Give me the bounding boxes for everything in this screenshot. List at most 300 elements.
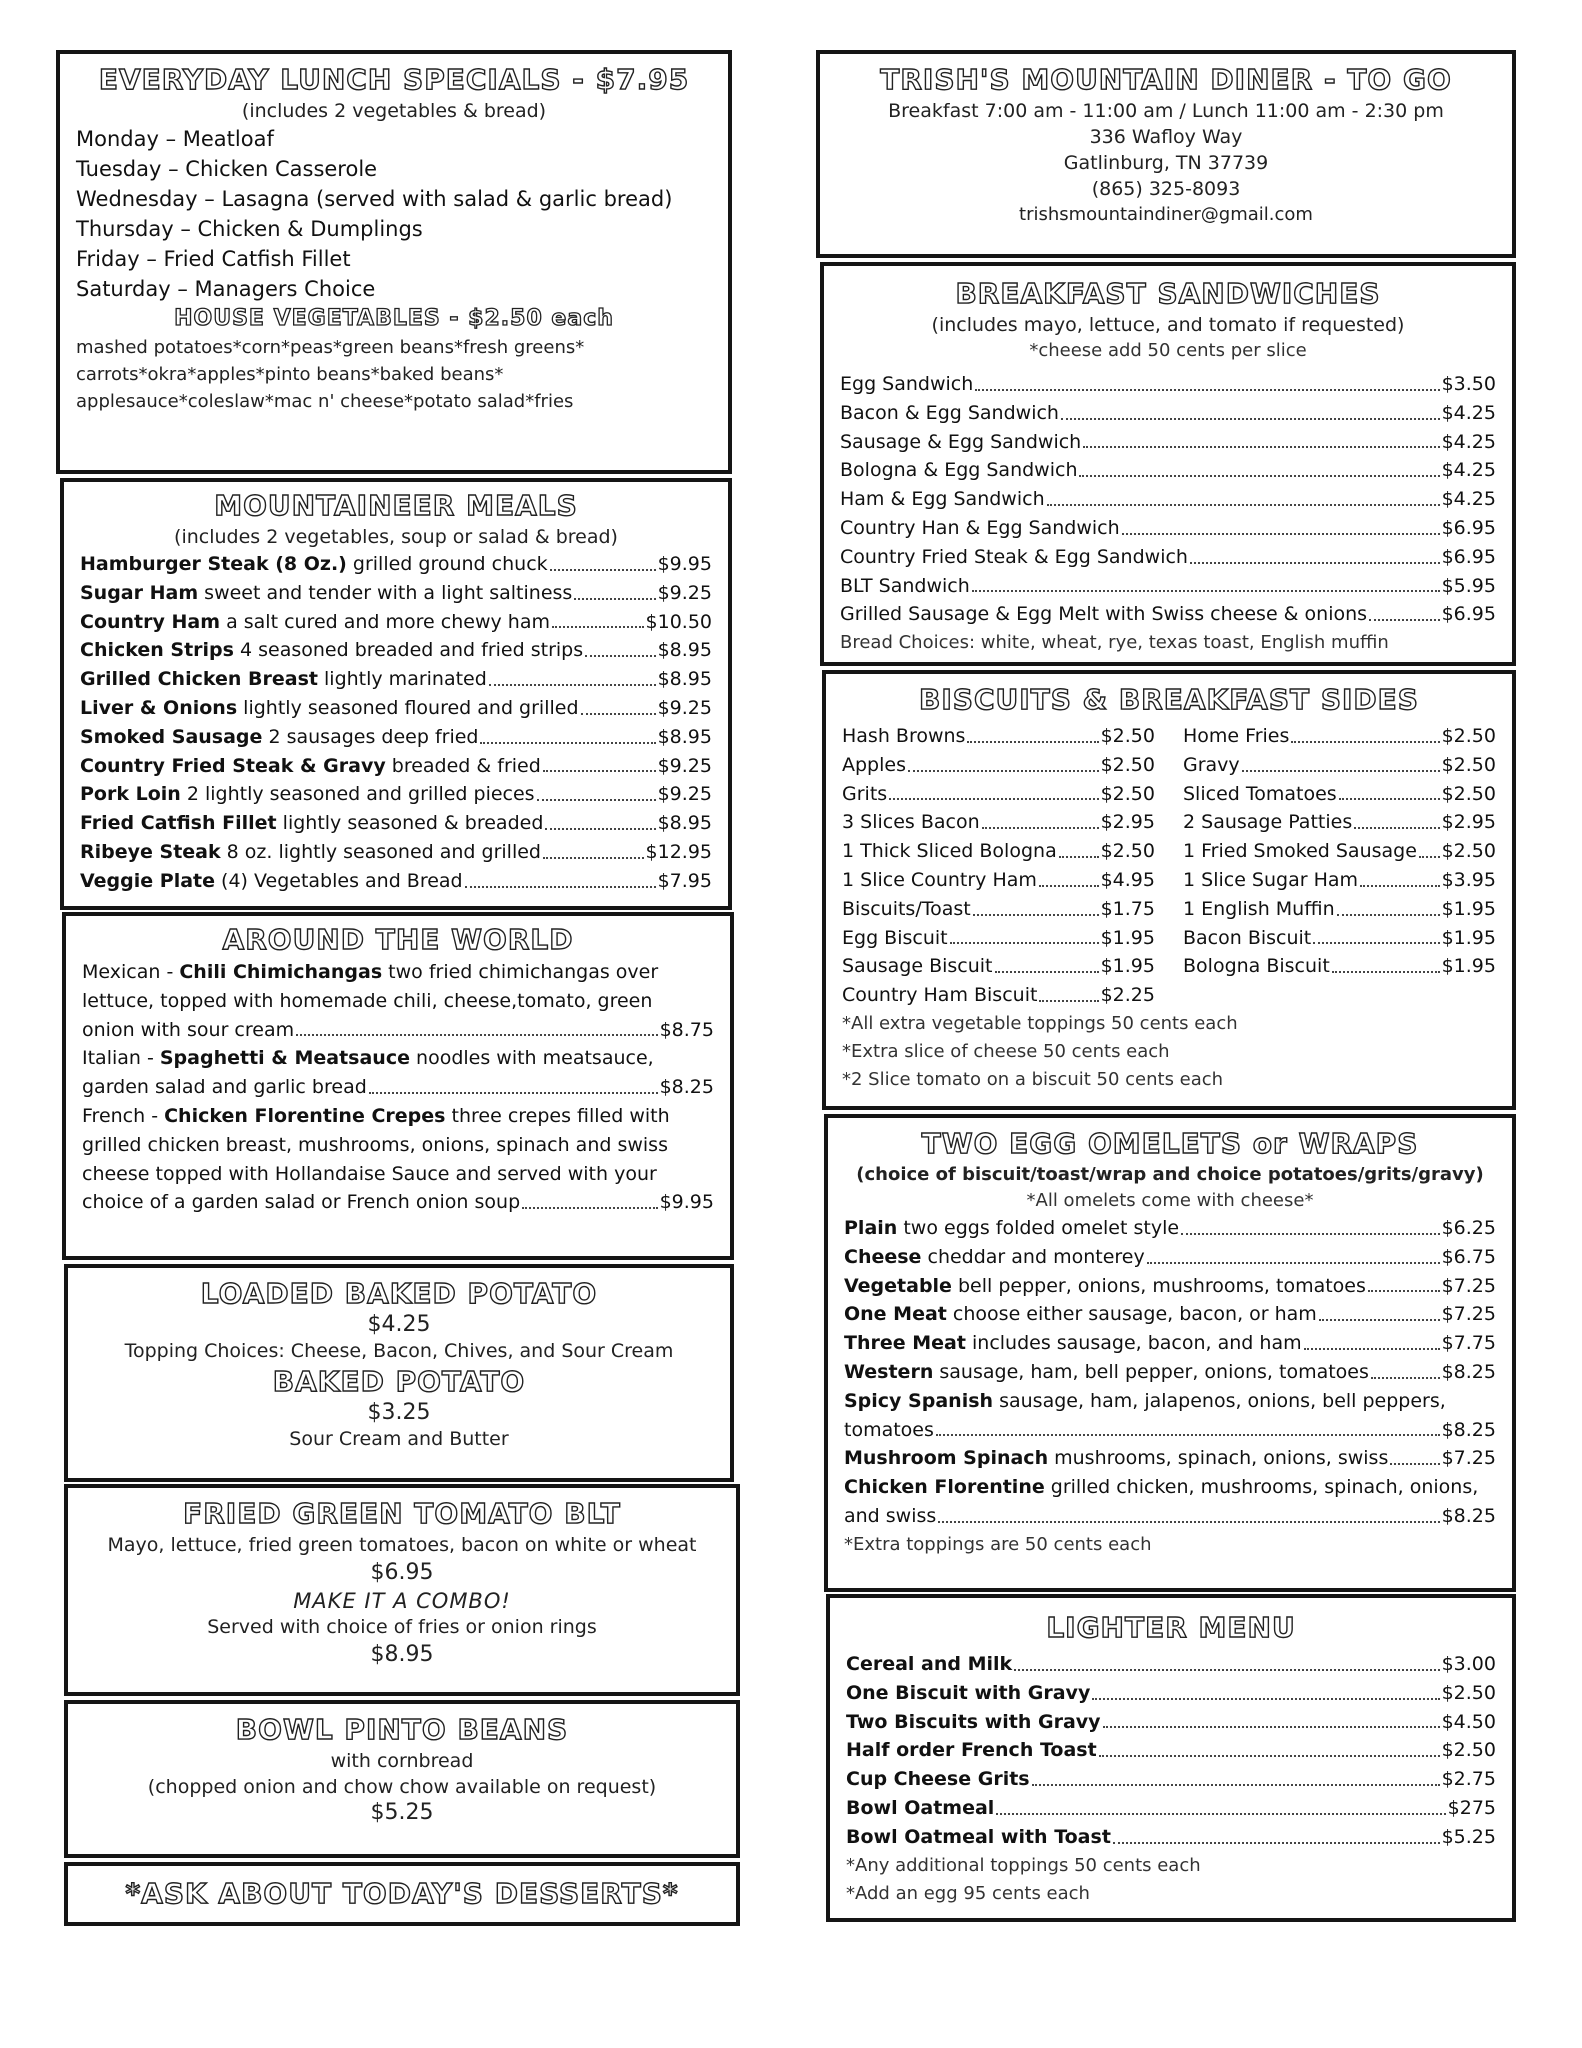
baked-potato-desc: Sour Cream and Butter <box>289 1428 509 1450</box>
lunch-day: Saturday <box>76 277 171 301</box>
mountaineer-item-row <box>80 867 712 896</box>
item-name: Ribeye Steak <box>80 840 221 863</box>
omelet-item-mushroom-spinach <box>844 1444 1496 1473</box>
item-desc: lightly seasoned floured and grilled <box>237 696 579 719</box>
item-price: $4.95 <box>1100 868 1155 891</box>
item-desc: (4) Vegetables and Bread <box>215 869 463 892</box>
sandwich-item-row <box>840 572 1496 601</box>
item-desc: 4 seasoned breaded and fried strips <box>233 639 584 662</box>
item-price: $2.95 <box>1441 811 1496 834</box>
omelet-item-row <box>844 1300 1496 1329</box>
mountaineer-item-row <box>80 809 712 838</box>
item-price: $9.25 <box>657 783 712 806</box>
world-item-last-row <box>82 1016 714 1045</box>
item-name: Country Ham <box>80 610 221 633</box>
world-item-name: Spaghetti & Meatsauce <box>159 1047 410 1070</box>
item-price: $7.75 <box>1441 1332 1496 1355</box>
item-name: Sausage & Egg Sandwich <box>840 430 1082 453</box>
item-price: $8.95 <box>657 668 712 691</box>
omelet-item-spicy-spanish <box>844 1387 1496 1416</box>
item-name: 1 Fried Smoked Sausage <box>1183 840 1417 863</box>
item-name: onion with sour cream <box>82 1018 295 1041</box>
sides-note-1: *All extra vegetable toppings 50 cents each <box>842 1012 1238 1034</box>
omelets-title: TWO EGG OMELETS or WRAPS <box>921 1127 1419 1160</box>
item-price: $2.50 <box>1441 840 1496 863</box>
mountaineer-item-row <box>80 694 712 723</box>
mountaineer-item-row <box>80 636 712 665</box>
omelet-item-row <box>844 1272 1496 1301</box>
around-world-box <box>62 912 734 1260</box>
item-name: 1 Slice Sugar Ham <box>1183 868 1359 891</box>
sandwich-item-row <box>840 543 1496 572</box>
side-item-row <box>1183 895 1496 924</box>
item-price: $2.50 <box>1441 1739 1496 1762</box>
world-item-last-row <box>82 1073 714 1102</box>
lunch-day: Thursday <box>76 217 174 241</box>
item-name: Ham & Egg Sandwich <box>840 488 1045 511</box>
item-price: $2.95 <box>1100 811 1155 834</box>
item-price: $8.25 <box>1441 1360 1496 1383</box>
item-desc: bell pepper, onions, mushrooms, tomatoes <box>951 1274 1366 1297</box>
sandwich-item-row <box>840 428 1496 457</box>
omelet-item-row <box>844 1214 1496 1243</box>
side-item-row <box>842 837 1155 866</box>
omelet-florentine-price: $8.25 <box>1441 1504 1496 1527</box>
sides-right-column <box>1183 722 1496 1010</box>
world-item-name: Chicken Florentine Crepes <box>164 1104 446 1127</box>
breakfast-sides-box <box>822 670 1516 1110</box>
breakfast-sandwiches-title: BREAKFAST SANDWICHES <box>955 277 1381 310</box>
side-item-row <box>1183 780 1496 809</box>
lighter-items-list <box>846 1650 1496 1852</box>
desserts-box <box>64 1862 740 1926</box>
loaded-potato-price: $4.25 <box>367 1312 431 1337</box>
mountaineer-item-row <box>80 665 712 694</box>
item-desc: grilled ground chuck <box>346 553 548 575</box>
item-desc: a salt cured and more chewy ham <box>220 610 550 633</box>
item-price: $1.95 <box>1441 955 1496 978</box>
item-price: $2.75 <box>1441 1768 1496 1791</box>
item-price: $3.95 <box>1441 868 1496 891</box>
item-price: $8.25 <box>659 1076 714 1099</box>
breakfast-sides-title: BISCUITS & BREAKFAST SIDES <box>919 683 1419 716</box>
item-name: Chicken Strips <box>80 639 234 662</box>
item-desc: sweet and tender with a light saltiness <box>198 581 573 604</box>
omelet-florentine-name: Chicken Florentine <box>844 1476 1045 1499</box>
mountaineer-item-row <box>80 579 712 608</box>
diner-header-box <box>816 50 1516 258</box>
lunch-day-row: Monday – Meatloaf <box>76 127 274 151</box>
item-name: Country Fried Steak & Gravy <box>80 754 386 777</box>
side-item-row <box>842 924 1155 953</box>
world-item-first-line <box>82 1044 714 1073</box>
item-desc: 8 oz. lightly seasoned and grilled <box>220 840 541 863</box>
omelet-spicy-last-row <box>844 1416 1496 1445</box>
item-price: $5.95 <box>1441 574 1496 597</box>
item-price: $4.25 <box>1441 488 1496 511</box>
lighter-item-row <box>846 1794 1496 1823</box>
item-name: Biscuits/Toast <box>842 897 971 920</box>
mountaineer-meals-title: MOUNTAINEER MEALS <box>214 489 578 522</box>
lunch-dish: Chicken Casserole <box>185 157 378 181</box>
item-name: Grits <box>842 782 888 805</box>
combo-price: $8.95 <box>370 1642 434 1667</box>
lighter-item-row <box>846 1823 1496 1852</box>
item-name: Country Fried Steak & Egg Sandwich <box>840 545 1188 568</box>
item-name: Three Meat <box>844 1332 966 1355</box>
item-name: choice of a garden salad or French onion soup <box>82 1191 521 1214</box>
breakfast-sides-columns <box>842 722 1496 1010</box>
side-item-row <box>842 751 1155 780</box>
blt-desc: Mayo, lettuce, fried green tomatoes, bacon on white or wheat <box>107 1534 697 1556</box>
item-name: Cereal and Milk <box>846 1653 1013 1675</box>
pinto-beans-line-2: (chopped onion and chow chow available on request) <box>147 1776 657 1798</box>
item-price: $3.50 <box>1441 373 1496 395</box>
omelets-box <box>824 1114 1516 1592</box>
baked-potato-price: $3.25 <box>367 1400 431 1425</box>
world-item-line: cheese topped with Hollandaise Sauce and served with your <box>82 1162 657 1185</box>
item-price: $1.95 <box>1441 926 1496 949</box>
item-price: $12.95 <box>645 840 712 863</box>
potato-box <box>64 1264 734 1482</box>
side-item-row <box>1183 924 1496 953</box>
item-name: Sugar Ham <box>80 581 199 604</box>
sandwich-item-row <box>840 399 1496 428</box>
item-name: Bologna Biscuit <box>1183 955 1330 978</box>
bread-choices: Bread Choices: white, wheat, rye, texas toast, English muffin <box>840 632 1389 654</box>
omelet-spicy-price: $8.25 <box>1441 1418 1496 1441</box>
loaded-potato-toppings: Topping Choices: Cheese, Bacon, Chives, and Sour Cream <box>124 1340 674 1362</box>
item-price: $4.25 <box>1441 459 1496 482</box>
world-item-desc: noodles with meatsauce, <box>409 1047 654 1070</box>
sandwich-items-list <box>840 370 1496 629</box>
omelet-spicy-desc: sausage, ham, jalapenos, onions, bell peppers, <box>993 1389 1446 1412</box>
item-name: Vegetable <box>844 1274 952 1297</box>
diner-email: trishsmountaindiner@gmail.com <box>1019 204 1313 225</box>
item-price: $2.50 <box>1441 753 1496 776</box>
lunch-day-row: Friday – Fried Catfish Fillet <box>76 247 351 271</box>
omelet-florentine-last: and swiss <box>844 1504 937 1527</box>
lighter-item-row <box>846 1650 1496 1679</box>
omelet-mushroom-name: Mushroom Spinach <box>844 1447 1049 1470</box>
combo-title: MAKE IT A COMBO! <box>293 1589 511 1613</box>
item-price: $2.50 <box>1100 782 1155 805</box>
omelet-spicy-name: Spicy Spanish <box>844 1389 994 1412</box>
lunch-dish: Fried Catfish Fillet <box>163 247 351 271</box>
lunch-day: Wednesday <box>76 187 198 211</box>
sandwich-item-row <box>840 485 1496 514</box>
world-item-last-row <box>82 1188 714 1217</box>
item-name: One Biscuit with Gravy <box>846 1681 1091 1704</box>
combo-desc: Served with choice of fries or onion rings <box>207 1616 597 1638</box>
lunch-day-row: Tuesday – Chicken Casserole <box>76 157 378 181</box>
item-price: $6.75 <box>1441 1245 1496 1268</box>
house-vegetables-line-2: carrots*okra*apples*pinto beans*baked beans* <box>76 364 504 385</box>
item-name: Grilled Chicken Breast <box>80 668 318 691</box>
item-price: $2.50 <box>1100 840 1155 863</box>
item-price: $9.95 <box>657 553 712 575</box>
item-desc: choose either sausage, bacon, or ham <box>946 1303 1317 1326</box>
lunch-day-row: Saturday – Managers Choice <box>76 277 376 301</box>
item-price: $2.50 <box>1441 782 1496 805</box>
mountaineer-items-list <box>80 550 712 896</box>
item-desc: 2 lightly seasoned and grilled pieces <box>180 783 535 806</box>
diner-city: Gatlinburg, TN 37739 <box>1063 152 1269 174</box>
item-name: Fried Catfish Fillet <box>80 812 277 835</box>
lighter-menu-box <box>826 1594 1516 1922</box>
diner-title: TRISH'S MOUNTAIN DINER - TO GO <box>880 63 1452 96</box>
item-name: Bowl Oatmeal <box>846 1796 995 1819</box>
item-desc: lightly seasoned & breaded <box>276 812 544 835</box>
item-name: Country Ham Biscuit <box>842 984 1038 1007</box>
side-item-row <box>1183 808 1496 837</box>
item-price: $4.50 <box>1441 1710 1496 1733</box>
pinto-beans-price: $5.25 <box>370 1800 434 1825</box>
blt-price: $6.95 <box>370 1560 434 1585</box>
lighter-menu-title: LIGHTER MENU <box>1046 1611 1296 1644</box>
item-name: Bowl Oatmeal with Toast <box>846 1825 1111 1848</box>
omelet-florentine-last-row <box>844 1502 1496 1531</box>
world-item-origin: Mexican - <box>82 961 180 983</box>
omelet-item-row <box>844 1358 1496 1387</box>
item-name: 1 Thick Sliced Bologna <box>842 840 1057 863</box>
item-price: $6.95 <box>1441 603 1496 626</box>
lighter-note-1: *Any additional toppings 50 cents each <box>846 1854 1201 1876</box>
mountaineer-item-row <box>80 752 712 781</box>
side-item-row <box>1183 722 1496 751</box>
item-price: $9.25 <box>657 581 712 604</box>
item-name: Western <box>844 1360 934 1383</box>
item-name: Sausage Biscuit <box>842 955 993 978</box>
item-price: $8.95 <box>657 639 712 662</box>
breakfast-sandwiches-box <box>820 262 1516 666</box>
item-price: $7.25 <box>1441 1303 1496 1326</box>
omelets-note: *All omelets come with cheese* <box>1026 1190 1314 1211</box>
omelet-spicy-last: tomatoes <box>844 1418 934 1441</box>
world-item-desc: three crepes filled with <box>445 1104 670 1127</box>
house-vegetables-line-1: mashed potatoes*corn*peas*green beans*fresh greens* <box>76 337 585 358</box>
item-name: Apples <box>842 753 906 776</box>
house-vegetables-line-3: applesauce*coleslaw*mac n' cheese*potato salad*fries <box>76 391 574 412</box>
side-item-row <box>1183 866 1496 895</box>
item-name: BLT Sandwich <box>840 574 970 597</box>
lighter-item-row <box>846 1708 1496 1737</box>
item-name: garden salad and garlic bread <box>82 1076 367 1099</box>
lunch-day-row: Thursday – Chicken & Dumplings <box>76 217 423 241</box>
world-item-origin: French - <box>82 1104 165 1127</box>
item-price: $7.25 <box>1441 1274 1496 1297</box>
side-item-row <box>842 981 1155 1010</box>
mountaineer-item-row <box>80 780 712 809</box>
mountaineer-item-row <box>80 550 712 579</box>
sides-left-column <box>842 722 1155 1010</box>
item-price: $2.50 <box>1441 1681 1496 1704</box>
omelet-florentine-desc: grilled chicken, mushrooms, spinach, onions, <box>1044 1476 1479 1499</box>
blt-box <box>64 1484 740 1696</box>
item-name: Half order French Toast <box>846 1739 1097 1762</box>
item-price: $8.95 <box>657 725 712 748</box>
item-price: $9.25 <box>657 754 712 777</box>
omelets-subtitle: (choice of biscuit/toast/wrap and choice potatoes/grits/gravy) <box>856 1164 1484 1185</box>
lunch-days-list <box>76 124 712 304</box>
loaded-potato-title: LOADED BAKED POTATO <box>200 1277 598 1310</box>
sandwich-item-row <box>840 600 1496 629</box>
item-name: 1 English Muffin <box>1183 897 1335 920</box>
lighter-item-row <box>846 1679 1496 1708</box>
sides-note-2: *Extra slice of cheese 50 cents each <box>842 1040 1170 1062</box>
item-price: $9.25 <box>657 696 712 719</box>
omelet-item-row <box>844 1243 1496 1272</box>
item-price: $1.95 <box>1100 926 1155 949</box>
pinto-beans-line-1: with cornbread <box>330 1750 474 1772</box>
item-name: Cup Cheese Grits <box>846 1768 1030 1791</box>
item-name: Home Fries <box>1183 725 1290 747</box>
item-name: 1 Slice Country Ham <box>842 868 1037 891</box>
baked-potato-title: BAKED POTATO <box>272 1365 526 1398</box>
item-price: $9.95 <box>659 1191 714 1214</box>
item-name: Sliced Tomatoes <box>1183 782 1337 805</box>
side-item-row <box>842 780 1155 809</box>
sides-note-3: *2 Slice tomato on a biscuit 50 cents each <box>842 1068 1224 1090</box>
pinto-beans-box <box>64 1700 740 1858</box>
item-price: $2.25 <box>1100 984 1155 1007</box>
lunch-day: Friday <box>76 247 140 271</box>
item-desc: 2 sausages deep fried <box>262 725 479 748</box>
omelet-item-chicken-florentine <box>844 1473 1496 1502</box>
world-item-origin: Italian - <box>82 1047 160 1070</box>
lunch-day: Monday <box>76 127 159 151</box>
world-item-line: lettuce, topped with homemade chili, cheese,tomato, green <box>82 989 653 1012</box>
item-price: $2.50 <box>1441 725 1496 747</box>
item-name: 2 Sausage Patties <box>1183 811 1353 834</box>
lunch-specials-title: EVERYDAY LUNCH SPECIALS - $7.95 <box>98 63 690 96</box>
omelet-mushroom-desc: mushrooms, spinach, onions, swiss <box>1048 1447 1389 1470</box>
item-name: Bacon Biscuit <box>1183 926 1312 949</box>
lunch-dish: Chicken & Dumplings <box>197 217 423 241</box>
item-name: Gravy <box>1183 753 1240 776</box>
item-name: Egg Biscuit <box>842 926 948 949</box>
item-name: One Meat <box>844 1303 947 1326</box>
lighter-item-row <box>846 1765 1496 1794</box>
world-item-desc: two fried chimichangas over <box>382 961 659 983</box>
side-item-row <box>1183 751 1496 780</box>
item-price: $7.95 <box>657 869 712 892</box>
blt-title: FRIED GREEN TOMATO BLT <box>183 1497 621 1530</box>
item-name: Bologna & Egg Sandwich <box>840 459 1078 482</box>
item-desc: two eggs folded omelet style <box>897 1217 1180 1239</box>
item-name: Veggie Plate <box>80 869 215 892</box>
mountaineer-item-row <box>80 723 712 752</box>
item-price: $3.00 <box>1441 1653 1496 1675</box>
lunch-dish: Meatloaf <box>182 127 274 151</box>
lunch-day-row: Wednesday – Lasagna (served with salad & garlic bread) <box>76 187 673 211</box>
lunch-dish: Managers Choice <box>194 277 376 301</box>
item-name: Two Biscuits with Gravy <box>846 1710 1101 1733</box>
item-price: $6.95 <box>1441 545 1496 568</box>
diner-phone: (865) 325-8093 <box>1091 178 1241 200</box>
mountaineer-meals-subtitle: (includes 2 vegetables, soup or salad & bread) <box>174 526 618 548</box>
diner-hours: Breakfast 7:00 am - 11:00 am / Lunch 11:00 am - 2:30 pm <box>888 100 1444 122</box>
item-price: $5.25 <box>1441 1825 1496 1848</box>
item-name: Egg Sandwich <box>840 373 974 395</box>
item-price: $6.25 <box>1441 1217 1496 1239</box>
breakfast-sandwiches-subtitle: (includes mayo, lettuce, and tomato if requested) <box>931 314 1405 336</box>
item-name: Cheese <box>844 1245 922 1268</box>
item-name: Grilled Sausage & Egg Melt with Swiss cheese & onions <box>840 603 1368 626</box>
item-price: $8.95 <box>657 812 712 835</box>
item-name: Liver & Onions <box>80 696 238 719</box>
side-item-row <box>1183 952 1496 981</box>
lunch-specials-box <box>56 50 732 474</box>
sandwich-item-row <box>840 456 1496 485</box>
item-price: $6.95 <box>1441 516 1496 539</box>
pinto-beans-title: BOWL PINTO BEANS <box>235 1713 569 1746</box>
world-item-first-line <box>82 1102 714 1131</box>
mountaineer-meals-box <box>60 478 732 910</box>
item-desc: cheddar and monterey <box>921 1245 1145 1268</box>
item-price: $4.25 <box>1441 401 1496 424</box>
world-items-list <box>82 958 714 1217</box>
omelet-item-row <box>844 1329 1496 1358</box>
item-desc: includes sausage, bacon, and ham <box>965 1332 1302 1355</box>
item-name: Pork Loin <box>80 783 181 806</box>
item-desc: sausage, ham, bell pepper, onions, tomatoes <box>933 1360 1369 1383</box>
item-desc: lightly marinated <box>317 668 487 691</box>
sandwich-item-row <box>840 514 1496 543</box>
world-item-line: grilled chicken breast, mushrooms, onions, spinach and swiss <box>82 1133 668 1156</box>
diner-street: 336 Wafloy Way <box>1089 126 1243 148</box>
desserts-text: *ASK ABOUT TODAY'S DESSERTS* <box>125 1877 679 1910</box>
mountaineer-item-row <box>80 838 712 867</box>
item-price: $275 <box>1447 1796 1496 1819</box>
item-name: Smoked Sausage <box>80 725 263 748</box>
side-item-row <box>842 866 1155 895</box>
item-price: $1.75 <box>1100 897 1155 920</box>
house-vegetables-title: HOUSE VEGETABLES - $2.50 each <box>174 306 614 331</box>
breakfast-sandwiches-note: *cheese add 50 cents per slice <box>1029 340 1307 361</box>
item-price: $2.50 <box>1100 725 1155 747</box>
item-price: $8.75 <box>659 1018 714 1041</box>
item-price: $1.95 <box>1441 897 1496 920</box>
item-desc: breaded & fried <box>385 754 541 777</box>
side-item-row <box>842 722 1155 751</box>
side-item-row <box>842 952 1155 981</box>
omelet-items-list <box>844 1214 1496 1387</box>
lunch-specials-subtitle: (includes 2 vegetables & bread) <box>241 100 547 122</box>
item-price: $4.25 <box>1441 430 1496 453</box>
world-item-first-line <box>82 958 714 987</box>
item-name: Hash Browns <box>842 725 966 747</box>
world-item-name: Chili Chimichangas <box>179 961 383 983</box>
item-name: Plain <box>844 1217 898 1239</box>
omelet-mushroom-price: $7.25 <box>1441 1447 1496 1470</box>
around-world-title: AROUND THE WORLD <box>222 923 574 956</box>
item-price: $1.95 <box>1100 955 1155 978</box>
lighter-note-2: *Add an egg 95 cents each <box>846 1882 1090 1904</box>
item-price: $10.50 <box>645 610 712 633</box>
side-item-row <box>1183 837 1496 866</box>
mountaineer-item-row <box>80 608 712 637</box>
lunch-day: Tuesday <box>76 157 162 181</box>
item-name: Country Han & Egg Sandwich <box>840 516 1120 539</box>
side-item-row <box>842 808 1155 837</box>
sandwich-item-row <box>840 370 1496 399</box>
item-name: 3 Slices Bacon <box>842 811 980 834</box>
item-price: $2.50 <box>1100 753 1155 776</box>
lunch-dish: Lasagna (served with salad & garlic bread) <box>221 187 673 211</box>
item-name: Bacon & Egg Sandwich <box>840 401 1059 424</box>
omelet-extra-note: *Extra toppings are 50 cents each <box>844 1533 1152 1555</box>
